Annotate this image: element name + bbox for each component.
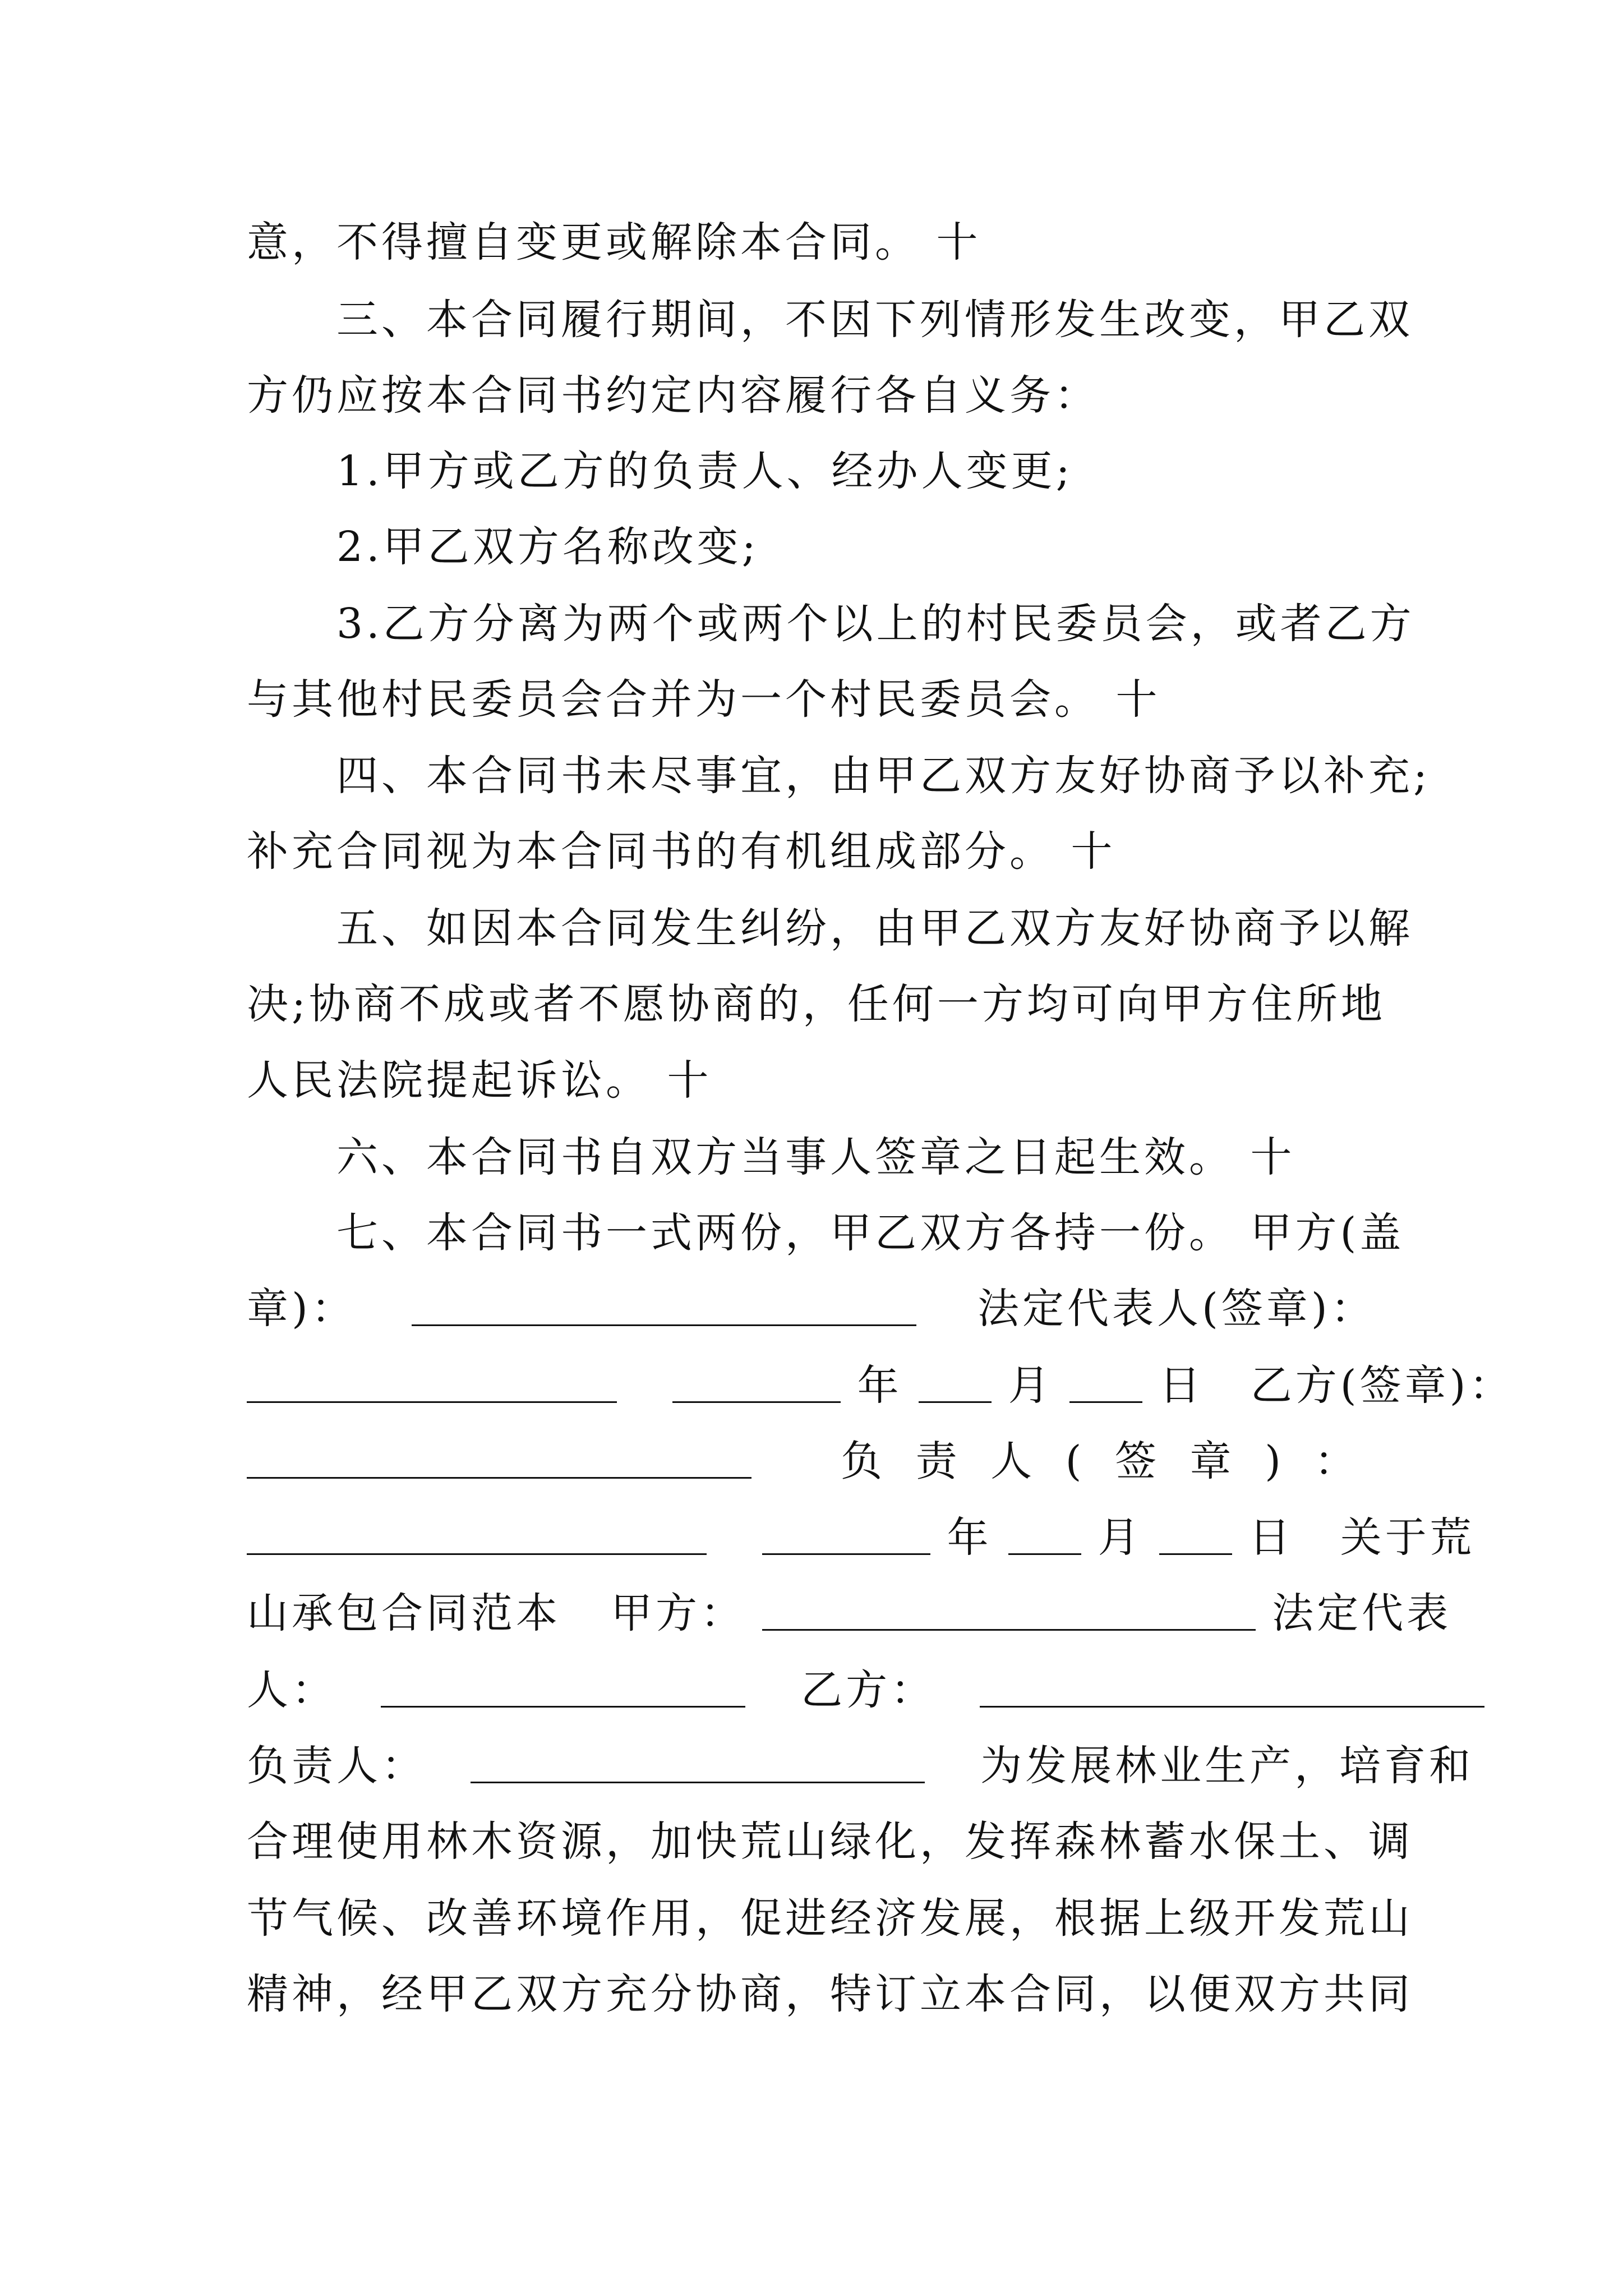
- legal-rep-label-fragment: 法定代表: [1272, 1589, 1452, 1637]
- legal-rep-signature-label: 法定代表人(签章)：: [978, 1285, 1376, 1333]
- party-b-blank: [980, 1667, 1484, 1708]
- signature-line-17: [247, 1433, 1391, 1489]
- month-label: 月: [1008, 1361, 1053, 1410]
- text-line-12: 人民法院提起诉讼。 十: [247, 1056, 712, 1105]
- day-blank: [1069, 1362, 1142, 1403]
- document-title-fragment: 山承包合同范本: [247, 1589, 561, 1637]
- signature-line-16: [247, 1358, 1514, 1414]
- text-line-10: 五、如因本合同发生纠纷，由甲乙双方友好协商予以解: [336, 904, 1413, 953]
- text-line-13: 六、本合同书自双方当事人签章之日起生效。 十: [336, 1133, 1295, 1181]
- signature-line-18: [247, 1510, 1475, 1566]
- year-blank-2: [762, 1514, 930, 1555]
- principal-blank: [471, 1742, 925, 1783]
- text-line-9: 补充合同视为本合同书的有机组成部分。 十: [247, 827, 1116, 876]
- legal-rep-signature-blank: [247, 1362, 617, 1403]
- text-line-2: 三、本合同履行期间，不因下列情形发生改变，甲乙双: [336, 296, 1413, 344]
- preamble-start: 为发展林业生产，培育和: [980, 1742, 1474, 1790]
- signature-line-21: [247, 1738, 1474, 1794]
- text-line-22: 合理使用林木资源，加快荒山绿化，发挥森林蓄水保土、调: [247, 1818, 1413, 1866]
- signature-line-20: [247, 1662, 1391, 1718]
- text-line-24: 精神，经甲乙双方充分协商，特订立本合同，以便双方共同: [247, 1970, 1413, 2018]
- year-label: 年: [857, 1361, 902, 1410]
- month-blank: [919, 1362, 992, 1403]
- legal-rep-blank: [381, 1667, 745, 1708]
- text-line-6: 3.乙方分离为两个或两个以上的村民委员会，或者乙方: [336, 600, 1415, 648]
- month-label-2: 月: [1098, 1513, 1143, 1562]
- party-a-seal-blank: [412, 1285, 916, 1326]
- day-label-2: 日: [1248, 1513, 1294, 1562]
- year-blank: [672, 1362, 841, 1403]
- legal-rep-label-end: 人：: [247, 1666, 336, 1714]
- heading-fragment: 关于荒: [1340, 1513, 1475, 1562]
- month-blank-2: [1008, 1514, 1081, 1555]
- text-line-4: 1.甲方或乙方的负责人、经办人变更;: [336, 447, 1073, 495]
- party-a-seal-label: 章)：: [247, 1285, 356, 1333]
- party-a-blank: [762, 1590, 1256, 1631]
- text-line-23: 节气候、改善环境作用，促进经济发展，根据上级开发荒山: [247, 1894, 1413, 1943]
- signature-line-15: [247, 1281, 1391, 1337]
- party-b-label: 乙方：: [801, 1666, 936, 1714]
- text-line-8: 四、本合同书未尽事宜，由甲乙双方友好协商予以补充;: [336, 752, 1431, 800]
- signature-line-19: [247, 1585, 1452, 1641]
- text-line-3: 方仍应按本合同书约定内容履行各自义务：: [247, 371, 1099, 420]
- principal-signature-blank: [247, 1514, 707, 1555]
- party-b-signature-label: 乙方(签章)：: [1250, 1361, 1514, 1410]
- day-label: 日: [1159, 1361, 1204, 1410]
- party-a-label: 甲方：: [611, 1589, 746, 1637]
- principal-label: 负责人：: [247, 1742, 426, 1790]
- day-blank-2: [1159, 1514, 1232, 1555]
- principal-signature-label: 负 责 人 ( 签 章 ) ：: [841, 1437, 1366, 1485]
- text-line-5: 2.甲乙双方名称改变;: [336, 523, 759, 571]
- text-line-14: 七、本合同书一式两份，甲乙双方各持一份。 甲方(盖: [336, 1209, 1405, 1257]
- text-line-1: 意，不得擅自变更或解除本合同。 十: [247, 218, 981, 266]
- text-line-7: 与其他村民委员会合并为一个村民委员会。 十: [247, 675, 1161, 724]
- text-line-11: 决;协商不成或者不愿协商的，任何一方均可向甲方住所地: [247, 980, 1386, 1028]
- party-b-signature-blank: [247, 1438, 751, 1479]
- year-label-2: 年: [947, 1513, 992, 1562]
